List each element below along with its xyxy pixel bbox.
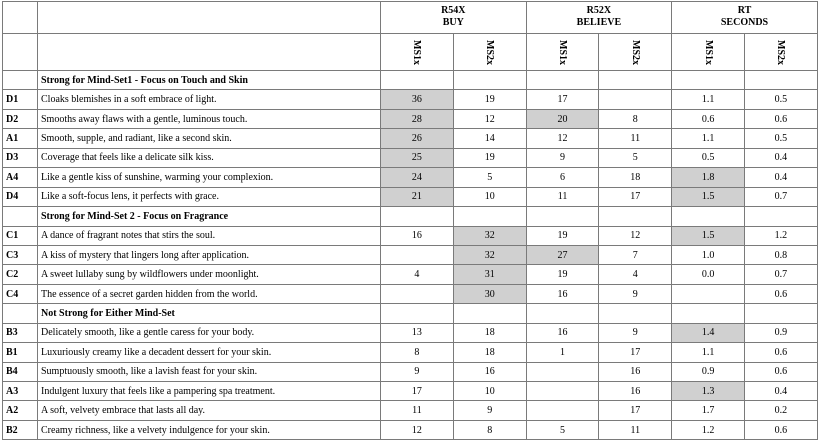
table-row [3,187,818,206]
section-empty-cell [526,207,599,226]
value-cell: 16 [526,284,599,303]
value-cell: 0.6 [745,284,818,303]
element-code: D4 [3,187,38,206]
value-cell: 11 [599,129,672,148]
table-row [3,362,818,381]
value-cell: 11 [526,187,599,206]
value-cell: 0.9 [672,362,745,381]
value-cell: 17 [599,343,672,362]
element-code: C2 [3,265,38,284]
value-cell: 14 [453,129,526,148]
section-empty-cell [381,304,454,323]
value-cell: 12 [526,129,599,148]
value-cell: 1.1 [672,90,745,109]
element-code: A4 [3,168,38,187]
section-empty-cell [453,207,526,226]
header-blank-text [38,34,381,71]
value-cell: 9 [526,148,599,167]
value-cell: 0.4 [745,148,818,167]
value-cell: 5 [599,148,672,167]
value-cell [381,245,454,264]
element-text: Cloaks blemishes in a soft embrace of light. [38,90,381,109]
value-cell: 27 [526,245,599,264]
element-text: Smooth, supple, and radiant, like a second skin. [38,129,381,148]
element-code: C4 [3,284,38,303]
value-cell [526,362,599,381]
value-cell: 0.0 [672,265,745,284]
element-code: B3 [3,323,38,342]
value-cell: 1 [526,343,599,362]
value-cell: 11 [599,420,672,439]
value-cell: 5 [453,168,526,187]
section-empty-cell [599,207,672,226]
value-cell: 0.6 [745,109,818,128]
section-label: Not Strong for Either Mind-Set [38,304,381,323]
section-label: Strong for Mind-Set1 - Focus on Touch and Skin [38,71,381,90]
value-cell: 12 [599,226,672,245]
table-row [3,129,818,148]
value-cell: 9 [599,323,672,342]
value-cell: 1.5 [672,187,745,206]
value-cell: 19 [453,90,526,109]
value-cell: 8 [599,109,672,128]
header-row-subcols [3,34,818,71]
element-text: Coverage that feels like a delicate silk kiss. [38,148,381,167]
value-cell: 4 [599,265,672,284]
value-cell [672,284,745,303]
subcol-header: MS2x [745,34,818,71]
table-row [3,343,818,362]
section-empty-cell [526,71,599,90]
table-row [3,148,818,167]
element-text: A soft, velvety embrace that lasts all day. [38,401,381,420]
value-cell: 9 [453,401,526,420]
group-subtitle: BUY [442,17,464,28]
value-cell: 16 [526,323,599,342]
subcol-header: MS2x [599,34,672,71]
table-row [3,90,818,109]
value-cell: 1.2 [745,226,818,245]
value-cell: 0.5 [745,90,818,109]
value-cell: 1.8 [672,168,745,187]
group-title: RT [737,5,752,16]
section-empty-cell [672,71,745,90]
element-code: D1 [3,90,38,109]
value-cell: 9 [381,362,454,381]
group-title: R54X [441,5,466,16]
element-text: Creamy richness, like a velvety indulgence for your skin. [38,420,381,439]
section-empty-cell [745,71,818,90]
value-cell: 31 [453,265,526,284]
element-code: D2 [3,109,38,128]
value-cell: 13 [381,323,454,342]
value-cell: 8 [453,420,526,439]
section-empty-cell [745,304,818,323]
section-code-cell [3,304,38,323]
value-cell: 0.4 [745,382,818,401]
section-header-row [3,304,818,323]
value-cell: 4 [381,265,454,284]
header-blank-code [3,34,38,71]
element-text: Indulgent luxury that feels like a pampering spa treatment. [38,382,381,401]
value-cell: 1.0 [672,245,745,264]
value-cell: 0.6 [745,420,818,439]
value-cell: 36 [381,90,454,109]
value-cell: 5 [526,420,599,439]
value-cell: 28 [381,109,454,128]
section-empty-cell [672,207,745,226]
value-cell: 19 [526,226,599,245]
element-code: A3 [3,382,38,401]
value-cell: 24 [381,168,454,187]
element-text: Sumptuously smooth, like a lavish feast for your skin. [38,362,381,381]
group-subtitle: BELIEVE [576,17,622,28]
section-header-row [3,207,818,226]
section-empty-cell [381,207,454,226]
value-cell [526,382,599,401]
section-empty-cell [453,71,526,90]
value-cell: 12 [381,420,454,439]
value-cell: 0.7 [745,265,818,284]
element-code: D3 [3,148,38,167]
value-cell: 32 [453,226,526,245]
value-cell: 6 [526,168,599,187]
value-cell: 16 [453,362,526,381]
element-code: B2 [3,420,38,439]
value-cell: 0.2 [745,401,818,420]
section-empty-cell [599,304,672,323]
table-row [3,168,818,187]
section-empty-cell [526,304,599,323]
value-cell: 1.4 [672,323,745,342]
value-cell: 0.6 [672,109,745,128]
value-cell: 16 [599,362,672,381]
value-cell: 17 [381,382,454,401]
value-cell [526,401,599,420]
subcol-header: MS1x [672,34,745,71]
value-cell [381,284,454,303]
value-cell: 17 [599,401,672,420]
value-cell: 0.8 [745,245,818,264]
value-cell: 1.1 [672,343,745,362]
value-cell: 0.6 [745,362,818,381]
group-header-buy [381,2,527,34]
value-cell: 0.4 [745,168,818,187]
element-text: Delicately smooth, like a gentle caress for your body. [38,323,381,342]
table-row [3,420,818,439]
value-cell: 8 [381,343,454,362]
value-cell: 20 [526,109,599,128]
value-cell: 26 [381,129,454,148]
table-row [3,284,818,303]
value-cell: 19 [453,148,526,167]
value-cell: 17 [526,90,599,109]
element-code: C3 [3,245,38,264]
element-code: C1 [3,226,38,245]
results-table [2,1,818,440]
subcol-header: MS2x [453,34,526,71]
subcol-header: MS1x [526,34,599,71]
section-empty-cell [381,71,454,90]
group-header-seconds [672,2,818,34]
element-code: A1 [3,129,38,148]
value-cell [599,90,672,109]
value-cell: 16 [599,382,672,401]
value-cell: 0.7 [745,187,818,206]
element-code: A2 [3,401,38,420]
value-cell: 30 [453,284,526,303]
header-row-groups [3,2,818,34]
table-row [3,226,818,245]
value-cell: 12 [453,109,526,128]
value-cell: 0.5 [672,148,745,167]
value-cell: 10 [453,187,526,206]
table-body [3,71,818,440]
value-cell: 16 [381,226,454,245]
section-code-cell [3,207,38,226]
section-label: Strong for Mind-Set 2 - Focus on Fragrance [38,207,381,226]
value-cell: 0.5 [745,129,818,148]
element-text: The essence of a secret garden hidden from the world. [38,284,381,303]
section-empty-cell [599,71,672,90]
value-cell: 1.1 [672,129,745,148]
section-header-row [3,71,818,90]
table-row [3,109,818,128]
element-text: Like a soft-focus lens, it perfects with grace. [38,187,381,206]
element-code: B4 [3,362,38,381]
header-blank-text [38,2,381,34]
table-row [3,382,818,401]
value-cell: 1.7 [672,401,745,420]
value-cell: 1.3 [672,382,745,401]
value-cell: 32 [453,245,526,264]
table-row [3,323,818,342]
value-cell: 18 [453,323,526,342]
table-row [3,245,818,264]
element-text: A kiss of mystery that lingers long after application. [38,245,381,264]
value-cell: 1.2 [672,420,745,439]
group-header-believe [526,2,672,34]
value-cell: 11 [381,401,454,420]
value-cell: 17 [599,187,672,206]
section-empty-cell [745,207,818,226]
section-code-cell [3,71,38,90]
group-title: R52X [586,5,612,16]
element-text: Smooths away flaws with a gentle, luminous touch. [38,109,381,128]
element-text: A sweet lullaby sung by wildflowers under moonlight. [38,265,381,284]
value-cell: 19 [526,265,599,284]
table-row [3,265,818,284]
element-code: B1 [3,343,38,362]
value-cell: 18 [599,168,672,187]
group-subtitle: SECONDS [720,17,769,28]
value-cell: 21 [381,187,454,206]
section-empty-cell [672,304,745,323]
value-cell: 7 [599,245,672,264]
value-cell: 18 [453,343,526,362]
value-cell: 9 [599,284,672,303]
value-cell: 25 [381,148,454,167]
value-cell: 0.6 [745,343,818,362]
table-row [3,401,818,420]
value-cell: 1.5 [672,226,745,245]
value-cell: 0.9 [745,323,818,342]
element-text: A dance of fragrant notes that stirs the soul. [38,226,381,245]
results-table-container [2,1,818,440]
element-text: Luxuriously creamy like a decadent dessert for your skin. [38,343,381,362]
header-blank-code [3,2,38,34]
element-text: Like a gentle kiss of sunshine, warming your complexion. [38,168,381,187]
value-cell: 10 [453,382,526,401]
section-empty-cell [453,304,526,323]
subcol-header: MS1x [381,34,454,71]
